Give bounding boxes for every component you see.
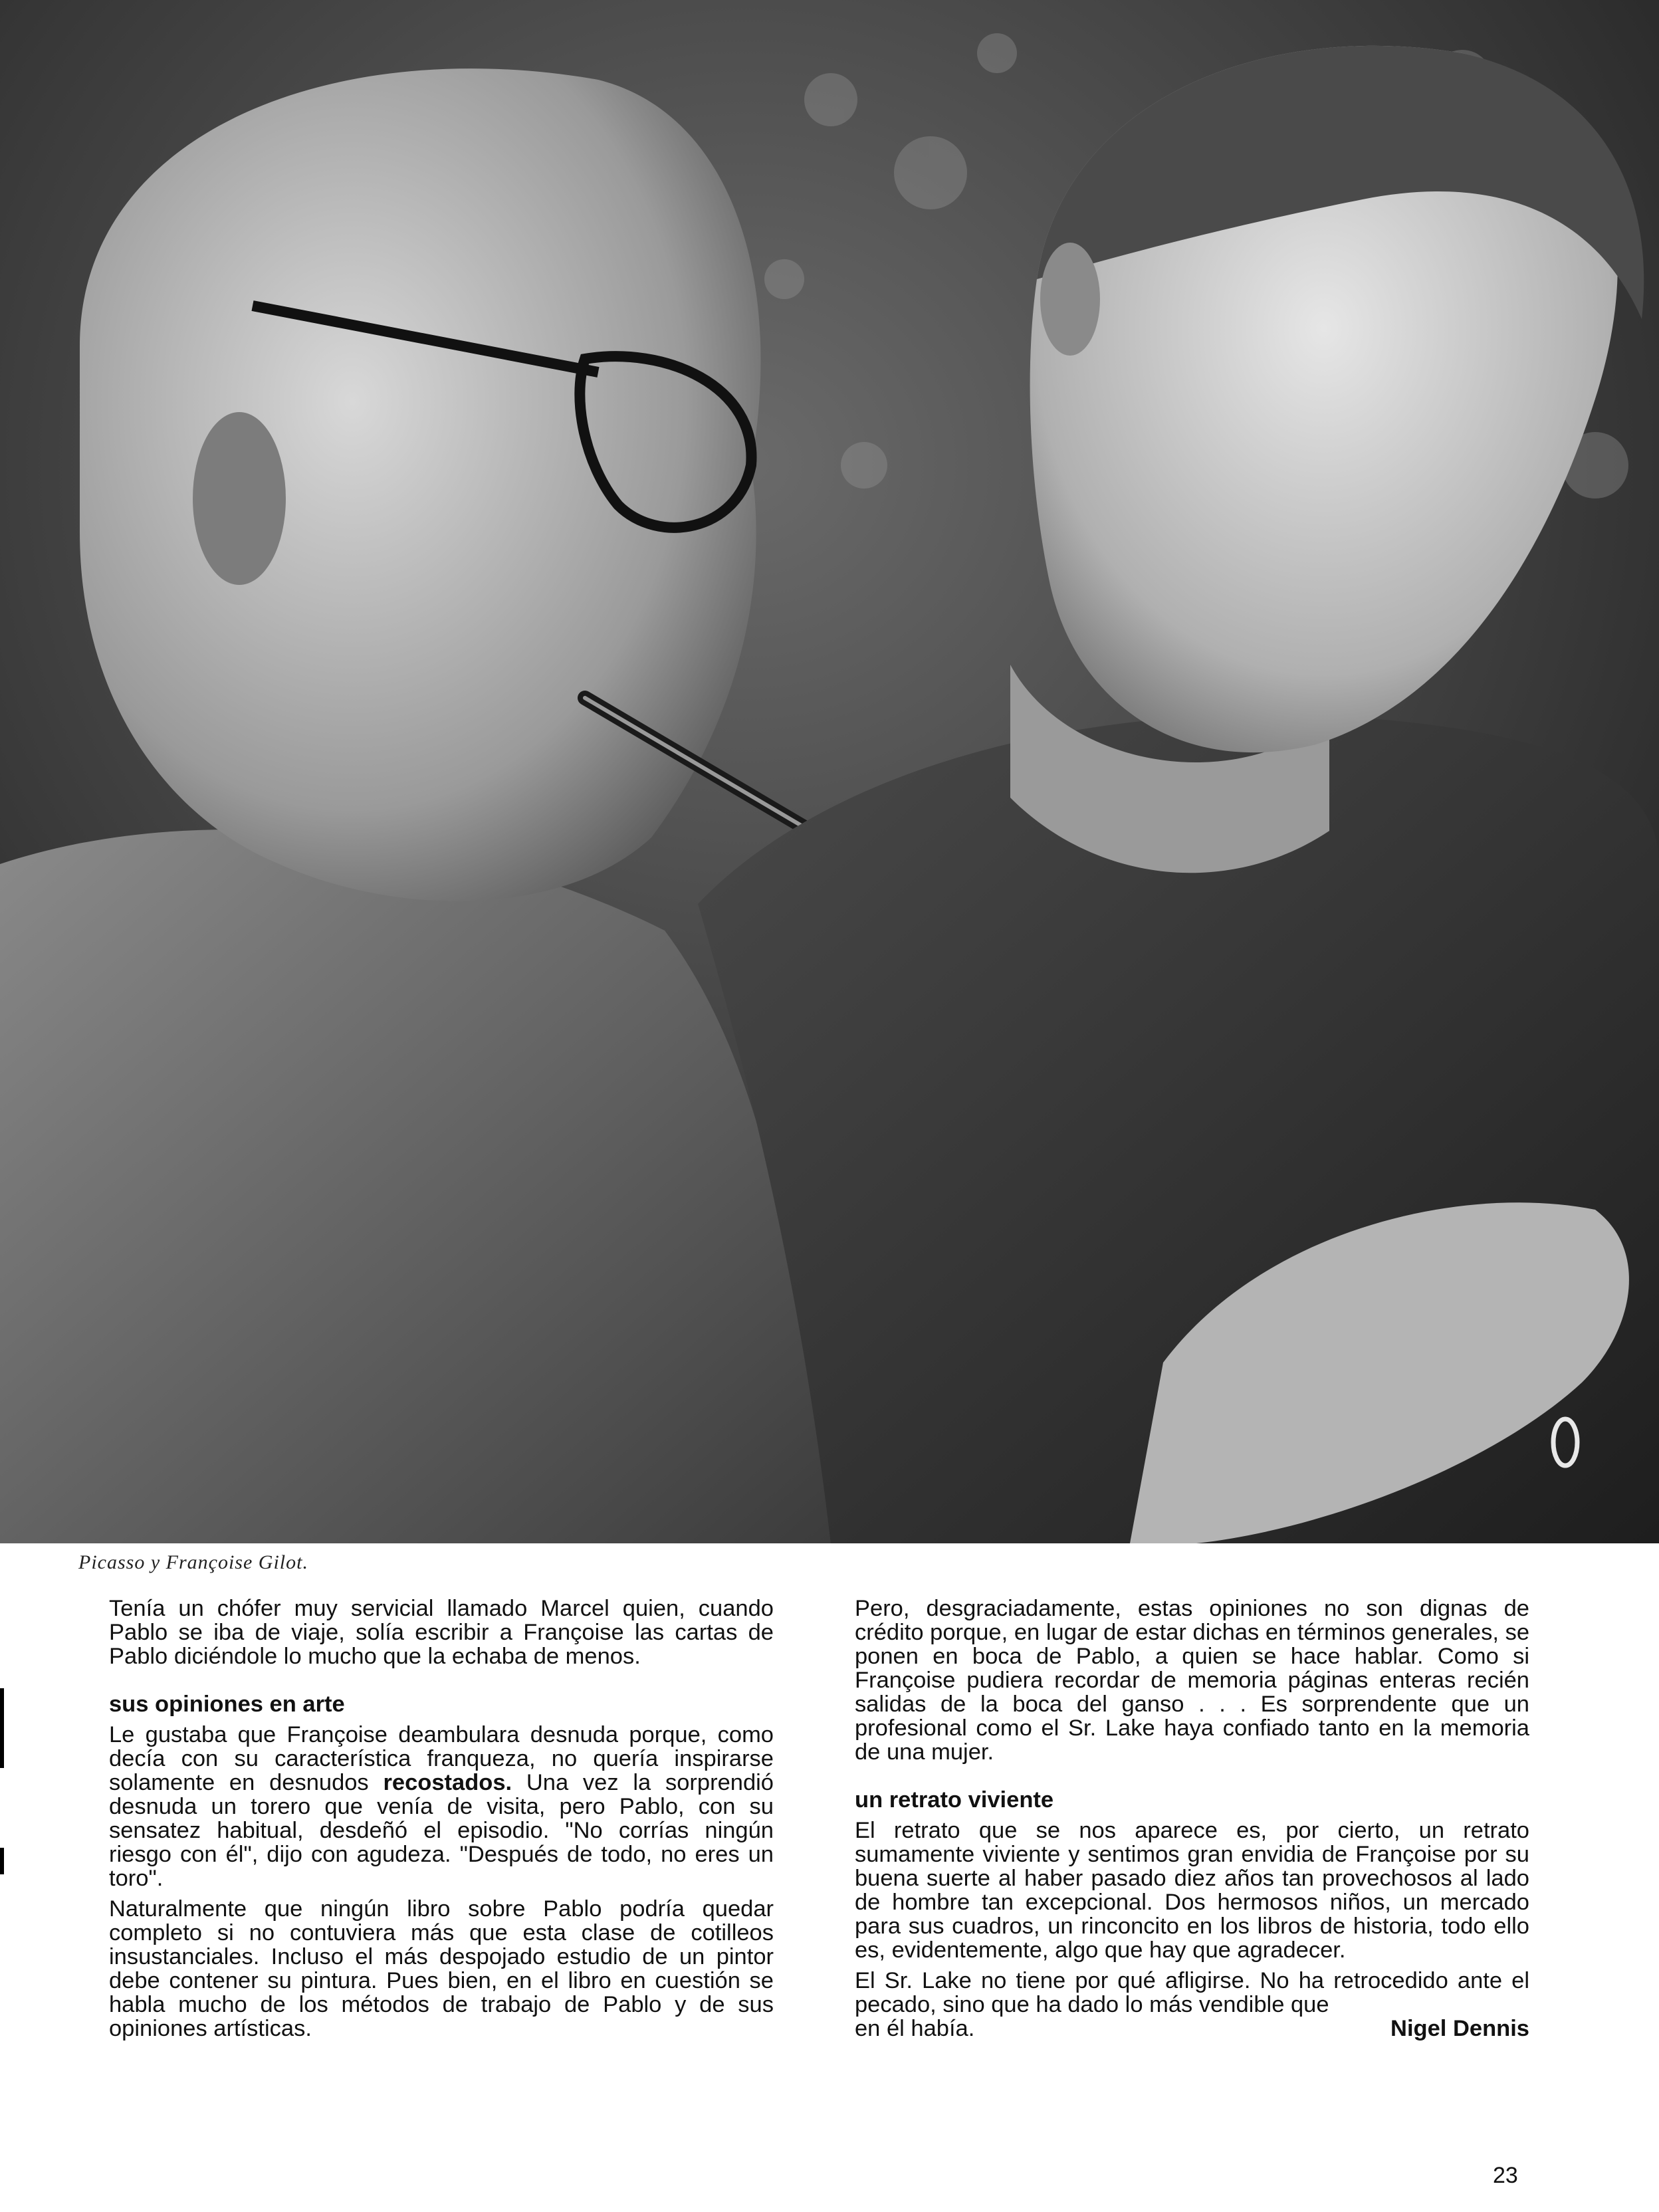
right-paragraph-2: El retrato que se nos aparece es, por cierto, un retrato sumamente viviente y sentimos gran envidia de Françoise por su buena suerte al haber pasado diez años tan provechosos al lado de hombre tan excepcional. Dos hermosos niños, un mercado para sus cuadros, un rinconcito en los libros de historia, todo ello es, evidentemente, algo que hay que agradecer. xyxy=(855,1818,1529,1963)
left-column xyxy=(109,1597,774,2047)
right-paragraph-1: Pero, desgraciadamente, estas opiniones no son dignas de crédito porque, en lugar de estar dichas en términos generales, se ponen en boca de Pablo, a quien se hace hablar. Como si Françoise pudiera recordar de memoria páginas enteras recién salidas de la boca del ganso . . . Es sorprendente que un profesional como el Sr. Lake haya confiado tanto en la memoria de una mujer. xyxy=(855,1596,1529,1765)
left-paragraph-2-start: Le gustaba que Françoise deambulara desnuda porque, como decía con su característica franqueza, no quería inspirarse solamente en desnudos xyxy=(109,1722,774,1795)
man-head xyxy=(80,68,760,901)
author-signature: Nigel Dennis xyxy=(1390,2016,1529,2041)
left-paragraph-2-end: Una vez la sorprendió desnuda un torero que venía de visita, pero Pablo, con su sensatez habitual, desdeñó el episodio. "No corrías ningún riesgo con él", dijo con agudeza. "Después de todo, no eres un toro". xyxy=(109,1770,774,1891)
right-column xyxy=(855,1597,1529,2041)
scan-edge-mark xyxy=(0,1688,4,1768)
left-paragraph-2 xyxy=(109,1723,774,1890)
photo-caption: Picasso y Françoise Gilot. xyxy=(78,1551,308,1573)
section-heading-art-opinions: sus opiniones en arte xyxy=(109,1692,345,1717)
signature-line xyxy=(855,2017,1529,2041)
man-ear xyxy=(193,412,286,585)
page-number: 23 xyxy=(1493,2163,1518,2188)
section-heading-living-portrait: un retrato viviente xyxy=(855,1787,1054,1813)
right-paragraph-3: El Sr. Lake no tiene por qué afligirse. No ha retrocedido ante el pecado, sino que ha dado lo más vendible que xyxy=(855,1968,1529,2017)
left-paragraph-1: Tenía un chófer muy servicial llamado Marcel quien, cuando Pablo se iba de viaje, solía escribir a Françoise las cartas de Pablo diciéndole lo mucho que la echaba de menos. xyxy=(109,1596,774,1669)
scan-edge-mark xyxy=(0,1848,4,1874)
left-paragraph-2-emphasis: recostados. xyxy=(383,1770,512,1795)
right-paragraph-3-end: en él había. xyxy=(855,2016,975,2041)
woman-ear xyxy=(1040,243,1100,356)
left-paragraph-3: Naturalmente que ningún libro sobre Pablo podría quedar completo si no contuviera más que esta clase de cotilleos insustanciales. Incluso el más despojado estudio de un pintor debe contener su pintura. Pues bien, en el libro en cuestión se habla mucho de los métodos de trabajo de Pablo y de sus opiniones artísticas. xyxy=(109,1896,774,2041)
